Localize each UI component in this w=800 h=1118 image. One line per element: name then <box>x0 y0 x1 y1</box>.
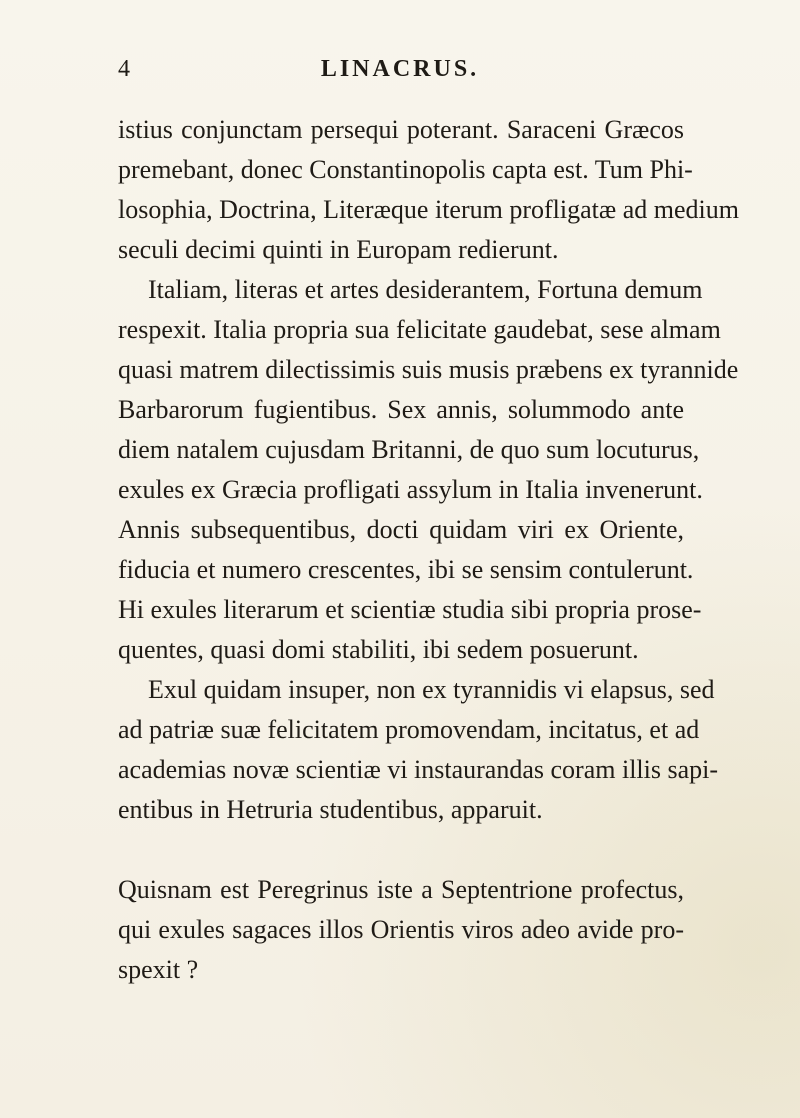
main-text <box>118 110 739 990</box>
running-title: LINACRUS. <box>320 56 480 82</box>
text-line: fiducia et numero crescentes, ibi se sensim contulerunt. <box>118 555 694 584</box>
text-line: Annis subsequentibus, docti quidam viri ex Oriente, <box>118 515 684 544</box>
text-line: losophia, Doctrina, Literæque iterum profligatæ ad medium <box>118 195 739 224</box>
text-line: quasi matrem dilectissimis suis musis præbens ex tyrannide <box>118 355 739 384</box>
text-line: respexit. Italia propria sua felicitate gaudebat, sese almam <box>118 315 721 344</box>
text-line: academias novæ scientiæ vi instaurandas coram illis sapi- <box>118 755 719 784</box>
text-line: ad patriæ suæ felicitatem promovendam, incitatus, et ad <box>118 715 700 744</box>
text-line: exules ex Græcia profligati assylum in Italia invenerunt. <box>118 475 703 504</box>
text-line: diem natalem cujusdam Britanni, de quo sum locuturus, <box>118 435 700 464</box>
text-line: premebant, donec Constantinopolis capta est. Tum Phi- <box>118 155 693 184</box>
paragraph-4 <box>118 870 684 990</box>
paragraph-gap <box>118 830 684 870</box>
text-line: Hi exules literarum et scientiæ studia sibi propria prose- <box>118 595 702 624</box>
page-number: 4 <box>118 56 130 82</box>
page-header <box>118 52 682 86</box>
text-line: istius conjunctam persequi poterant. Saraceni Græcos <box>118 115 684 144</box>
paragraph-1 <box>118 110 739 270</box>
text-line: Barbarorum fugientibus. Sex annis, solummodo ante <box>118 395 684 424</box>
text-line: entibus in Hetruria studentibus, apparuit. <box>118 795 543 824</box>
text-line: Quisnam est Peregrinus iste a Septentrione profectus, <box>118 875 684 904</box>
paragraph-2 <box>118 270 739 670</box>
text-line: Exul quidam insuper, non ex tyrannidis vi elapsus, sed <box>148 675 715 704</box>
text-line: qui exules sagaces illos Orientis viros adeo avide pro- <box>118 915 684 944</box>
text-line: seculi decimi quinti in Europam redierunt. <box>118 235 559 264</box>
text-line: quentes, quasi domi stabiliti, ibi sedem posuerunt. <box>118 635 639 664</box>
paragraph-3 <box>118 670 719 830</box>
text-line: spexit ? <box>118 955 199 984</box>
text-line: Italiam, literas et artes desiderantem, Fortuna demum <box>148 275 703 304</box>
